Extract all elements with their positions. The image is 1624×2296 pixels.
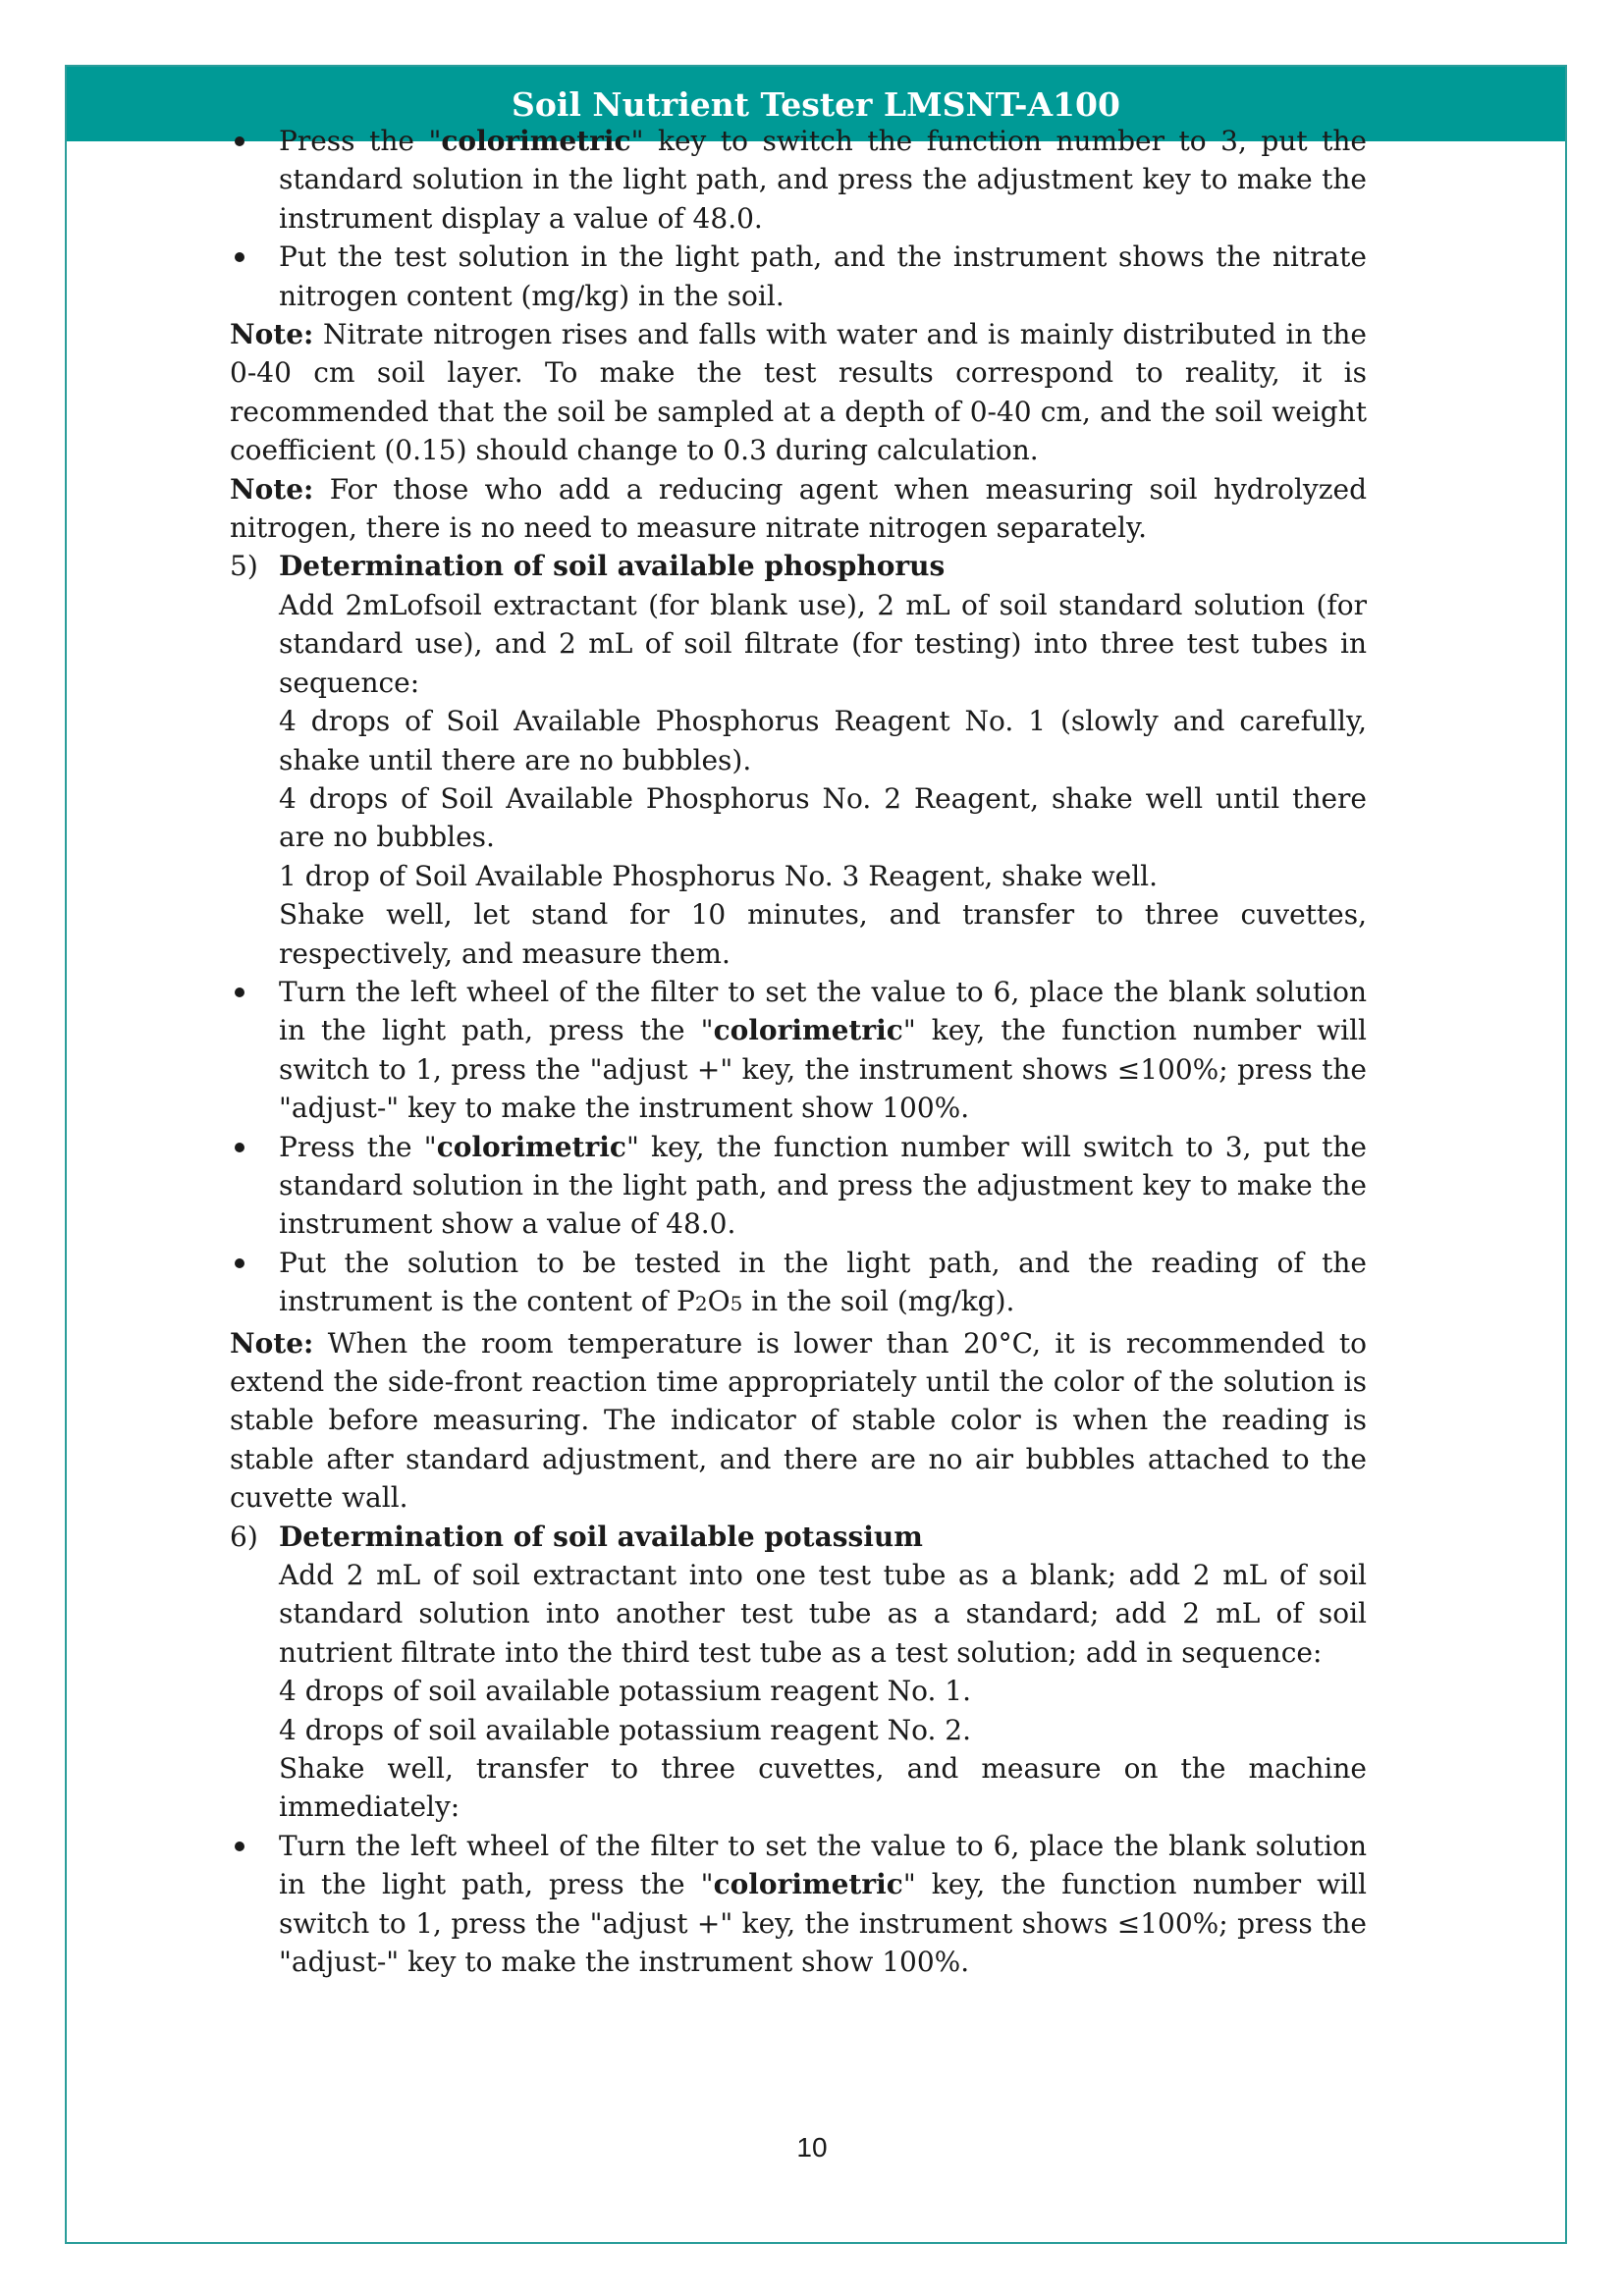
bullet-item: Press the "colorimetric" key to switch the function number to 3, put the standard solution in the light path, and press the adjustment key to make the instrument display a value of 48.0. (279, 125, 1367, 235)
note-label: Note: (230, 318, 314, 351)
section-number: 6) (230, 1520, 258, 1553)
section-paragraph: Add 2mLofsoil extractant (for blank use), 2 mL of soil standard solution (for standard use), and 2 mL of soil filtrate (for testing) into three test tubes in sequence: (279, 588, 1367, 699)
note-paragraph: Note: Nitrate nitrogen rises and falls with water and is mainly distributed in the 0-40 cm soil layer. To make the test results correspond to reality, it is recommended that the soil be sampled at a depth of 0-40 cm, and the soil weight coefficient (0.15) should change to 0.3 during calculation. (230, 318, 1367, 467)
key-name: colorimetric (713, 1014, 903, 1047)
subscript: 5 (730, 1292, 743, 1316)
note-paragraph: Note: When the room temperature is lower than 20°C, it is recommended to extend the side-front reaction time appropriately until the color of the solution is stable before measuring. The indicator of stable color is when the reading is stable after standard adjustment, and there are no air bubbles attached to the cuvette wall. (230, 1326, 1367, 1515)
bullet-item: Press the "colorimetric" key, the function number will switch to 3, put the standard solution in the light path, and press the adjustment key to make the instrument show a value of 48.0. (279, 1130, 1367, 1241)
section-paragraph: 4 drops of soil available potassium reagent No. 1. (279, 1675, 972, 1708)
bullet-item: Turn the left wheel of the filter to set the value to 6, place the blank solution in the light path, press the "colorimetric" key, the function number will switch to 1, press the "adjust +" key, the instrument shows ≤100%; press the "adjust-" key to make the instrument show 100%. (279, 975, 1367, 1125)
section-paragraph: 4 drops of Soil Available Phosphorus Reagent No. 1 (slowly and carefully, shake until there are no bubbles). (279, 705, 1367, 776)
page-number: 10 (796, 2132, 828, 2163)
section-title: Determination of soil available phosphorus (279, 550, 946, 583)
section-title: Determination of soil available potassium (279, 1520, 923, 1553)
section-number: 5) (230, 550, 258, 583)
section-heading-5 (230, 547, 1367, 585)
document-body (230, 122, 1367, 1982)
bullet-item: Put the test solution in the light path, and the instrument shows the nitrate nitrogen content (mg/kg) in the soil. (279, 240, 1367, 312)
section-paragraph: Shake well, let stand for 10 minutes, and transfer to three cuvettes, respectively, and measure them. (279, 898, 1367, 970)
section-paragraph: Add 2 mL of soil extractant into one test tube as a blank; add 2 mL of soil standard solution into another test tube as a standard; add 2 mL of soil nutrient filtrate into the third test tube as a test solution; add in sequence: (279, 1559, 1367, 1669)
section-paragraph: 1 drop of Soil Available Phosphorus No. 3 Reagent, shake well. (279, 859, 1159, 892)
note-paragraph: Note: For those who add a reducing agent when measuring soil hydrolyzed nitrogen, there is no need to measure nitrate nitrogen separately. (230, 472, 1367, 545)
section-paragraph: Shake well, transfer to three cuvettes, and measure on the machine immediately: (279, 1752, 1367, 1824)
subscript: 2 (694, 1292, 708, 1316)
section-paragraph: 4 drops of Soil Available Phosphorus No. 2 Reagent, shake well until there are no bubbles. (279, 781, 1367, 854)
section-paragraph: 4 drops of soil available potassium reagent No. 2. (279, 1713, 972, 1746)
header-title: Soil Nutrient Tester LMSNT-A100 (512, 84, 1120, 124)
section-heading-6 (230, 1518, 1367, 1556)
note-label: Note: (230, 1326, 314, 1360)
note-label: Note: (230, 472, 314, 506)
bullet-item: Turn the left wheel of the filter to set the value to 6, place the blank solution in the light path, press the "colorimetric" key, the function number will switch to 1, press the "adjust +" key, the instrument shows ≤100%; press the "adjust-" key to make the instrument show 100%. (279, 1829, 1367, 1979)
key-name: colorimetric (441, 125, 631, 157)
bullet-item: Put the solution to be tested in the light path, and the reading of the instrument is the content of P2O5 in the soil (mg/kg). (279, 1246, 1367, 1318)
key-name: colorimetric (436, 1130, 626, 1163)
key-name: colorimetric (713, 1868, 903, 1901)
